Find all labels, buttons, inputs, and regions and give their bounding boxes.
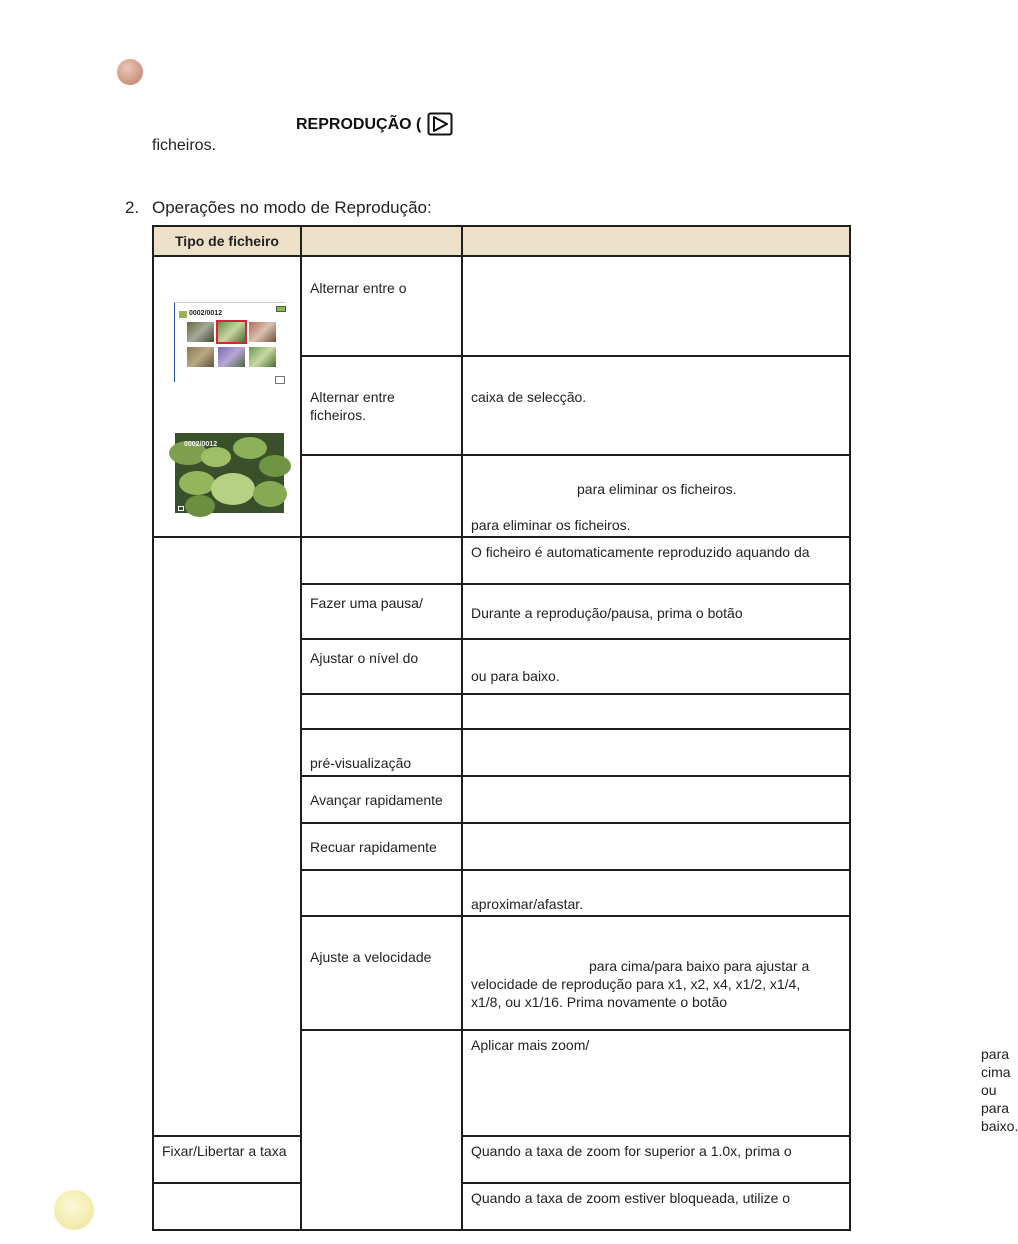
- section-title-text: Operações no modo de Reprodução:: [152, 198, 432, 217]
- single-photo-preview: [175, 433, 284, 513]
- section-bullet-icon: [117, 59, 143, 85]
- description-cell: Quando a taxa de zoom estiver bloqueada, utilize o: [462, 1183, 850, 1230]
- zoom-file-type-cell: [301, 1030, 462, 1230]
- thumbnail: [187, 347, 214, 367]
- description-cell: [462, 455, 850, 537]
- table-row: [153, 537, 850, 584]
- description-cell: ou para baixo.: [462, 639, 850, 694]
- description-cell: [462, 823, 850, 870]
- table-header-row: [153, 226, 850, 256]
- thumbnail: [249, 322, 276, 342]
- table-row: [153, 1136, 850, 1183]
- thumbnail-selected: [218, 322, 245, 342]
- header-operation: [301, 226, 462, 256]
- description-cell: aproximar/afastar.: [462, 870, 850, 916]
- description-cell: [462, 729, 850, 776]
- table-row: [153, 256, 850, 356]
- operation-cell: [301, 455, 462, 537]
- operation-cell: Alternar entre ficheiros.: [301, 356, 462, 455]
- description-cell: [462, 256, 850, 356]
- description-cell: [462, 776, 850, 823]
- operation-cell: Ajuste a velocidade: [301, 916, 462, 1030]
- operation-cell: Fazer uma pausa/: [301, 584, 462, 639]
- thumbnail: [218, 347, 245, 367]
- delete-instruction-a: para eliminar os ficheiros.: [577, 481, 737, 497]
- description-cell: [462, 916, 850, 1030]
- mode-heading-text: REPRODUÇÃO (: [296, 116, 422, 133]
- thumbnail: [187, 322, 214, 342]
- video-file-type-cell: [153, 537, 301, 1136]
- description-cell: caixa de selecção.: [462, 356, 850, 455]
- photo-counter: 0002/0012: [184, 441, 218, 448]
- operation-cell: Avançar rapidamente: [301, 776, 462, 823]
- description-cell: [462, 694, 850, 729]
- operation-cell: [301, 537, 462, 584]
- photo-status-icon: [178, 506, 184, 511]
- operation-cell: Aplicar mais zoom/: [462, 1030, 850, 1136]
- section-number: 2.: [125, 198, 140, 217]
- intro-text: ficheiros.: [152, 137, 217, 154]
- playback-mode-heading: [296, 114, 453, 136]
- operation-cell: [301, 870, 462, 916]
- photo-mode-icon: [179, 311, 187, 318]
- thumbnail: [249, 347, 276, 367]
- operations-table: [152, 225, 1018, 1231]
- table-row: [153, 1183, 850, 1230]
- delete-instruction-b: para eliminar os ficheiros.: [471, 517, 631, 533]
- operation-cell: Recuar rapidamente: [301, 823, 462, 870]
- description-cell: Durante a reprodução/pausa, prima o botão: [462, 584, 850, 639]
- play-mode-icon: [427, 112, 453, 136]
- header-file-type: Tipo de ficheiro: [153, 226, 301, 256]
- operation-cell: [301, 694, 462, 729]
- battery-icon: [276, 306, 286, 312]
- photo-file-type-cell: [153, 256, 301, 537]
- description-cell: O ficheiro é automaticamente reproduzido aquando da: [462, 537, 850, 584]
- trash-icon: [275, 376, 285, 384]
- operation-cell: Alternar entre o: [301, 256, 462, 356]
- thumbnail-grid-preview: [174, 302, 286, 382]
- speed-instruction: para cima/para baixo para ajustar a velocidade de reprodução para x1, x2, x4, x1/2, x1/4, x1/8, ou x1/16. Prima novamente o botão: [471, 958, 810, 1010]
- section-title: [125, 198, 432, 218]
- operation-cell: pré-visualização: [301, 729, 462, 776]
- page-marker-icon: [54, 1190, 94, 1230]
- table-row: Aplicar mais zoom/ para cima ou para baixo.: [153, 1030, 850, 1136]
- grid-counter: 0002/0012: [189, 310, 223, 317]
- operation-cell: Fixar/Libertar a taxa: [153, 1136, 301, 1183]
- operation-cell: [153, 1183, 301, 1230]
- header-description: [462, 226, 850, 256]
- operation-cell: Ajustar o nível do: [301, 639, 462, 694]
- description-cell: Quando a taxa de zoom for superior a 1.0x, prima o: [462, 1136, 850, 1183]
